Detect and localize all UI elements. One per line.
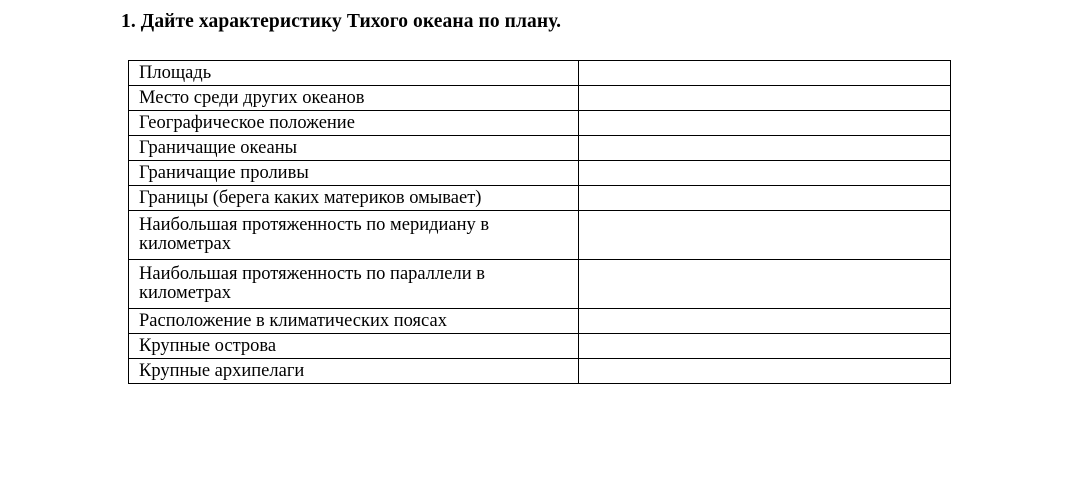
answer-cell[interactable] (579, 211, 951, 260)
answer-cell[interactable] (579, 161, 951, 186)
table-row (129, 61, 951, 86)
table-row (129, 111, 951, 136)
answer-cell[interactable] (579, 359, 951, 384)
row-label: Площадь (129, 61, 579, 86)
row-label: Географическое положение (129, 111, 579, 136)
answer-cell[interactable] (579, 86, 951, 111)
row-label: Наибольшая протяженность по меридиану в километрах (129, 211, 579, 260)
table-row (129, 186, 951, 211)
answer-cell[interactable] (579, 334, 951, 359)
answer-cell[interactable] (579, 309, 951, 334)
row-label: Граничащие океаны (129, 136, 579, 161)
table-row (129, 136, 951, 161)
table-row (129, 86, 951, 111)
row-label: Расположение в климатических поясах (129, 309, 579, 334)
table-row (129, 161, 951, 186)
row-label: Граничащие проливы (129, 161, 579, 186)
row-label: Крупные острова (129, 334, 579, 359)
table-row (129, 309, 951, 334)
row-label: Границы (берега каких материков омывает) (129, 186, 579, 211)
row-label: Наибольшая протяженность по параллели в километрах (129, 260, 579, 309)
table-row (129, 359, 951, 384)
table-row (129, 334, 951, 359)
answer-cell[interactable] (579, 111, 951, 136)
answer-cell[interactable] (579, 186, 951, 211)
table-row (129, 211, 951, 260)
answer-cell[interactable] (579, 260, 951, 309)
answer-cell[interactable] (579, 136, 951, 161)
table-row (129, 260, 951, 309)
row-label: Место среди других океанов (129, 86, 579, 111)
task-title: 1. Дайте характеристику Тихого океана по плану. (121, 11, 562, 32)
ocean-plan-table (128, 60, 951, 384)
answer-cell[interactable] (579, 61, 951, 86)
row-label: Крупные архипелаги (129, 359, 579, 384)
